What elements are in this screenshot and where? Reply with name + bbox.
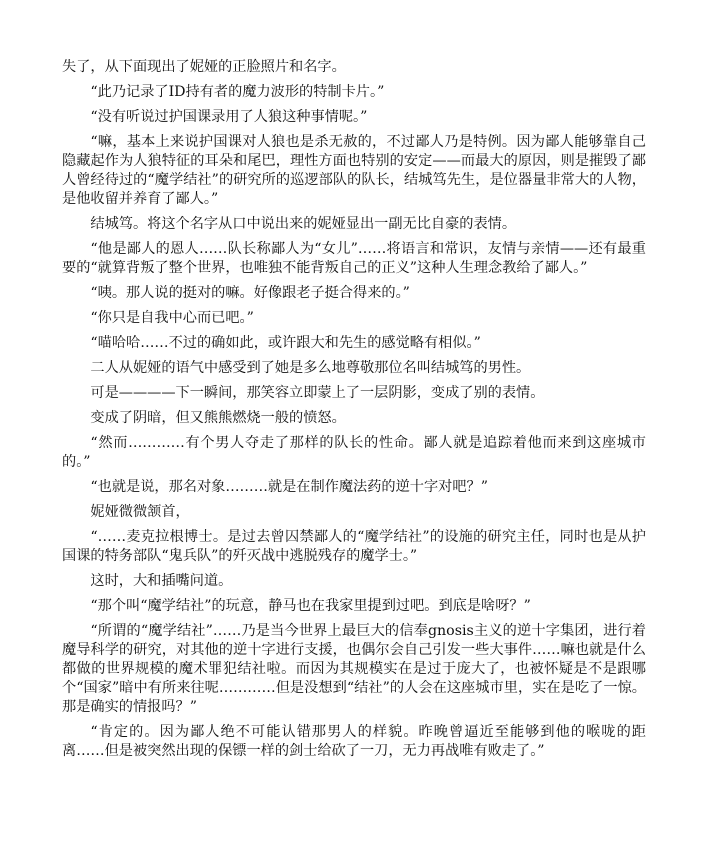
paragraph: “那个叫“魔学结社”的玩意，静马也在我家里提到过吧。到底是啥呀？” [90,598,531,614]
paragraph: “咦。那人说的挺对的嘛。好像跟老子挺合得来的。” [90,285,410,301]
paragraph: “肯定的。因为鄙人绝不可能认错那男人的样貌。昨晚曾逼近至能够到他的喉咙的距离……但是被突然出现的保镖一样的剑士给砍了一刀，无力再战唯有败走了。” [62,724,646,759]
paragraph: “嘛，基本上来说护国课对人狼也是杀无赦的，不过鄙人乃是特例。因为鄙人能够靠自己隐藏起作为人狼特征的耳朵和尾巴，理性方面也特别的安定——而最大的原因，则是摧毁了鄙人曾经待过的“魔学结社”的研究所的巡逻部队的队长，结城笃先生，是位器量非常大的人物，是他收留并养育了鄙人。” [62,134,646,207]
paragraph: 失了，从下面现出了妮娅的正脸照片和名字。 [62,59,346,75]
paragraph: 这时，大和插嘴问道。 [90,573,233,589]
paragraph: “然而…………有个男人夺走了那样的队长的性命。鄙人就是追踪着他而来到这座城市的。” [62,435,646,470]
paragraph: “喵哈哈……不过的确如此，或许跟大和先生的感觉略有相似。” [90,335,481,351]
paragraph: 妮娅微微颔首， [90,504,190,520]
paragraph: “也就是说，那名对象………就是在制作魔法药的逆十字对吧？” [90,479,488,495]
paragraph: 可是————下一瞬间，那笑容立即蒙上了一层阴影，变成了别的表情。 [90,385,545,401]
paragraph: 变成了阴暗，但又熊熊燃烧一般的愤怒。 [90,410,346,426]
paragraph: “他是鄙人的恩人……队长称鄙人为“女儿”……将语言和常识，友情与亲情——还有最重要的“就算背叛了整个世界，也唯独不能背叛自己的正义”这种人生理念教给了鄙人。” [62,241,646,276]
paragraph: 二人从妮娅的语气中感受到了她是多么地尊敬那位名叫结城笃的男性。 [90,360,531,376]
paragraph: 结城笃。将这个名字从口中说出来的妮娅显出一副无比自豪的表情。 [90,216,517,232]
document-page [62,58,646,767]
paragraph: “所谓的“魔学结社”……乃是当今世界上最巨大的信奉gnosis主义的逆十字集团，进行着魔导科学的研究，对其他的逆十字进行支援，也偶尔会自己引发一些大事件……嘛也就是什么都做的世界规模的魔术罪犯结社啦。而因为其规模实在是过于庞大了，也被怀疑是不是跟哪个“国家”暗中有所来往呢…………但是没想到“结社”的人会在这座城市里，实在是吃了一惊。那是确实的情报吗？” [62,623,646,715]
paragraph: “此乃记录了ID持有者的魔力波形的特制卡片。” [90,84,385,100]
paragraph: “没有听说过护国课录用了人狼这种事情呢。” [90,109,368,125]
paragraph: “……麦克拉根博士。是过去曾囚禁鄙人的“魔学结社”的设施的研究主任，同时也是从护国课的特务部队“鬼兵队”的歼灭战中逃脱残存的魔学士。” [62,529,646,564]
paragraph: “你只是自我中心而已吧。” [90,310,254,326]
